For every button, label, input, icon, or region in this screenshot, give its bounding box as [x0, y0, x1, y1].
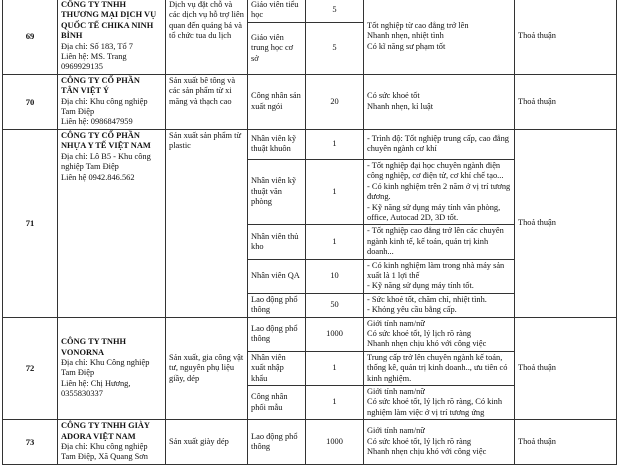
- company-address: Địa chỉ: Khu Công nghiệp: [61, 357, 150, 367]
- position-title: Nhân viên QA: [248, 259, 306, 293]
- company-phone: Liên hệ: 0986847959: [61, 117, 133, 127]
- position-title: Nhân viên kỹ thuật khuôn: [248, 129, 306, 159]
- table-row: [3, 74, 617, 129]
- position-qty: 1000: [306, 317, 364, 351]
- position-qty: 10: [306, 259, 364, 293]
- company-phone: 0355830337: [61, 389, 103, 399]
- company-name: CÔNG TY TNHH: [61, 337, 126, 347]
- requirement-line: Nhanh nhẹn chịu khó với công việc: [367, 339, 487, 349]
- position-title: Lao động phổ thông: [248, 420, 306, 465]
- company-name: QUỐC TẾ CHIKA NINH: [61, 20, 154, 30]
- position-title: Lao động phổ thông: [248, 293, 306, 317]
- position-qty: 20: [306, 74, 364, 129]
- position-title: Nhân viên xuất nhập khẩu: [248, 351, 306, 385]
- requirement-cell: [364, 74, 515, 129]
- company-address: Tam Điệp: [61, 368, 95, 378]
- company-cell: [58, 74, 166, 129]
- requirement-cell: [364, 293, 515, 317]
- requirement-line: Có sức khoẻ tốt, lý lịch rõ ràng, Có kinh nghiệm làm việc ở vị trí tương ứng: [367, 397, 503, 417]
- job-listing-table: [2, 0, 617, 465]
- company-address: Địa chỉ: Lô B5 - Khu công: [61, 151, 151, 161]
- table-row: [3, 0, 617, 22]
- row-number: 73: [3, 420, 58, 465]
- requirement-line: - Trình độ: Tốt nghiệp trung cấp, cao đẳng chuyên ngành cơ khí: [367, 133, 509, 154]
- position-qty: 1: [306, 129, 364, 159]
- position-title: Giáo viên trung học cơ sở: [248, 22, 306, 74]
- row-number: 72: [3, 317, 58, 420]
- position-qty: 1: [306, 351, 364, 385]
- requirement-line: - Có kinh nghiệm làm trong nhà máy sản xuất là 1 lợi thế: [367, 260, 505, 280]
- company-name: TÂN VIỆT Ý: [61, 86, 110, 96]
- position-title: Công nhân sản xuất ngói: [248, 74, 306, 129]
- position-title: Giáo viên tiểu học: [248, 0, 306, 22]
- salary-cell: Thoả thuận: [515, 420, 617, 465]
- position-qty: 1000: [306, 420, 364, 465]
- company-name: CÔNG TY CỔ PHẦN: [61, 130, 140, 140]
- position-title: Nhân viên thủ kho: [248, 225, 306, 259]
- row-number: 70: [3, 74, 58, 129]
- business-field: Sản xuất, gia công vật tư, nguyên phụ liệu giầy, dép: [166, 317, 248, 420]
- requirement-line: Có kĩ năng sư phạm tốt: [367, 41, 446, 51]
- company-name: BÌNH: [61, 31, 83, 41]
- company-cell: [58, 317, 166, 420]
- row-number: 69: [3, 0, 58, 74]
- requirement-line: Có sức khoẻ tốt, lý lịch rõ ràng: [367, 328, 472, 338]
- requirement-line: Nhanh nhẹn chịu khó với công việc: [367, 447, 487, 457]
- table-row: [3, 129, 617, 159]
- requirement-line: Nhanh nhẹn, nhiệt tình: [367, 31, 444, 41]
- salary-cell: Thoả thuận: [515, 129, 617, 317]
- company-cell: [58, 420, 166, 465]
- requirement-line: - Khỏng yêu cầu bằng cấp.: [367, 305, 457, 315]
- position-title: Nhân viên kỹ thuật văn phòng: [248, 159, 306, 224]
- company-name: ADORA VIỆT NAM: [61, 431, 136, 441]
- company-address: Địa chỉ: Khu công nghiệp: [61, 442, 148, 452]
- requirement-line: - Sức khoẻ tốt, chăm chỉ, nhiệt tình.: [367, 294, 487, 304]
- requirement-line: - Tốt nghiệp cao đẳng trở lên các chuyên ngành kinh tế, kế toán, quản trị kinh doanh...: [367, 226, 504, 257]
- business-field: Sản xuất bê tông và các sản phẩm từ xi măng và thạch cao: [166, 74, 248, 129]
- company-name: CÔNG TY CỔ PHẦN: [61, 75, 140, 85]
- requirement-cell: [364, 351, 515, 385]
- requirement-line: - Kỹ năng sử dụng máy tính tốt.: [367, 281, 474, 291]
- company-address: Địa chỉ: Số 183, Tổ 7: [61, 41, 133, 51]
- position-qty: 1: [306, 386, 364, 420]
- position-qty: 5: [306, 0, 364, 22]
- salary-cell: Thoả thuận: [515, 0, 617, 74]
- company-name: CÔNG TY TNHH: [61, 0, 126, 9]
- requirement-line: Có sức khoẻ tốt: [367, 91, 420, 101]
- salary-cell: Thoả thuận: [515, 317, 617, 420]
- company-address: Tam Điệp, Xã Quang Sơn: [61, 452, 148, 462]
- requirement-line: Nhanh nhẹn, kỉ luật: [367, 101, 434, 111]
- position-qty: 1: [306, 225, 364, 259]
- position-title: Công nhân phối mẫu: [248, 386, 306, 420]
- company-name: NHỰA Y TẾ VIỆT NAM: [61, 141, 151, 151]
- position-qty: 5: [306, 22, 364, 74]
- requirement-cell: [364, 0, 515, 74]
- requirement-line: - Tốt nghiệp đại học chuyên ngành điện công nghiệp, cơ điện tử, cơ khí chế tạo...: [367, 160, 504, 181]
- requirement-cell: [364, 129, 515, 159]
- company-phone: Liên hệ 0942.846.562: [61, 172, 135, 182]
- company-name: CÔNG TY TNHH GIÀY: [61, 421, 150, 431]
- company-phone: 0969929135: [61, 62, 103, 72]
- requirement-cell: [364, 420, 515, 465]
- requirement-line: Giới tính nam/nữ: [367, 318, 425, 328]
- requirement-line: - Có kinh nghiệm trên 2 năm ở vị trí tương đương.: [367, 181, 511, 202]
- requirement-cell: [364, 317, 515, 351]
- business-field: Sản xuất sản phẩm từ plastic: [166, 129, 248, 317]
- company-address: Địa chỉ: Khu công nghiệp: [61, 96, 148, 106]
- company-contact: Liên hệ: Chị Hương,: [61, 378, 131, 388]
- requirement-line: - Kỹ năng sử dụng máy tính văn phòng, office, Autocad 2D, 3D tốt.: [367, 202, 501, 222]
- requirement-cell: [364, 259, 515, 293]
- requirement-line: Trung cấp trở lên chuyên ngành kế toán, thống kê, quản trị kinh doanh.., ưu tiên có kinh nghiệm.: [367, 352, 508, 383]
- company-address: nghiệp Tam Điệp: [61, 162, 119, 172]
- company-name: THƯƠNG MẠI DỊCH VỤ: [61, 10, 157, 20]
- requirement-line: Giới tính nam/nữ: [367, 387, 425, 396]
- requirement-line: Tốt nghiệp từ cao đẳng trở lên: [367, 20, 469, 30]
- requirement-line: Có sức khoẻ tốt, lý lịch rõ ràng: [367, 436, 472, 446]
- requirement-cell: [364, 225, 515, 259]
- company-address: Tam Điệp: [61, 107, 95, 117]
- business-field: Dịch vụ đặt chỗ và các dịch vụ hỗ trợ liên quan đến quảng bá và tổ chức tua du lịch: [166, 0, 248, 74]
- salary-cell: Thoả thuận: [515, 74, 617, 129]
- table-row: [3, 317, 617, 351]
- requirement-cell: [364, 386, 515, 420]
- company-contact: Liên hệ: MS. Trang: [61, 52, 127, 62]
- row-number: 71: [3, 129, 58, 317]
- position-qty: 1: [306, 159, 364, 224]
- company-name: VONORNA: [61, 347, 105, 357]
- requirement-line: Giới tính nam/nữ: [367, 426, 425, 436]
- company-cell: [58, 0, 166, 74]
- requirement-cell: [364, 159, 515, 224]
- position-qty: 50: [306, 293, 364, 317]
- business-field: Sản xuất giày dép: [166, 420, 248, 465]
- table-row: [3, 420, 617, 465]
- company-cell: [58, 129, 166, 317]
- position-title: Lao động phổ thông: [248, 317, 306, 351]
